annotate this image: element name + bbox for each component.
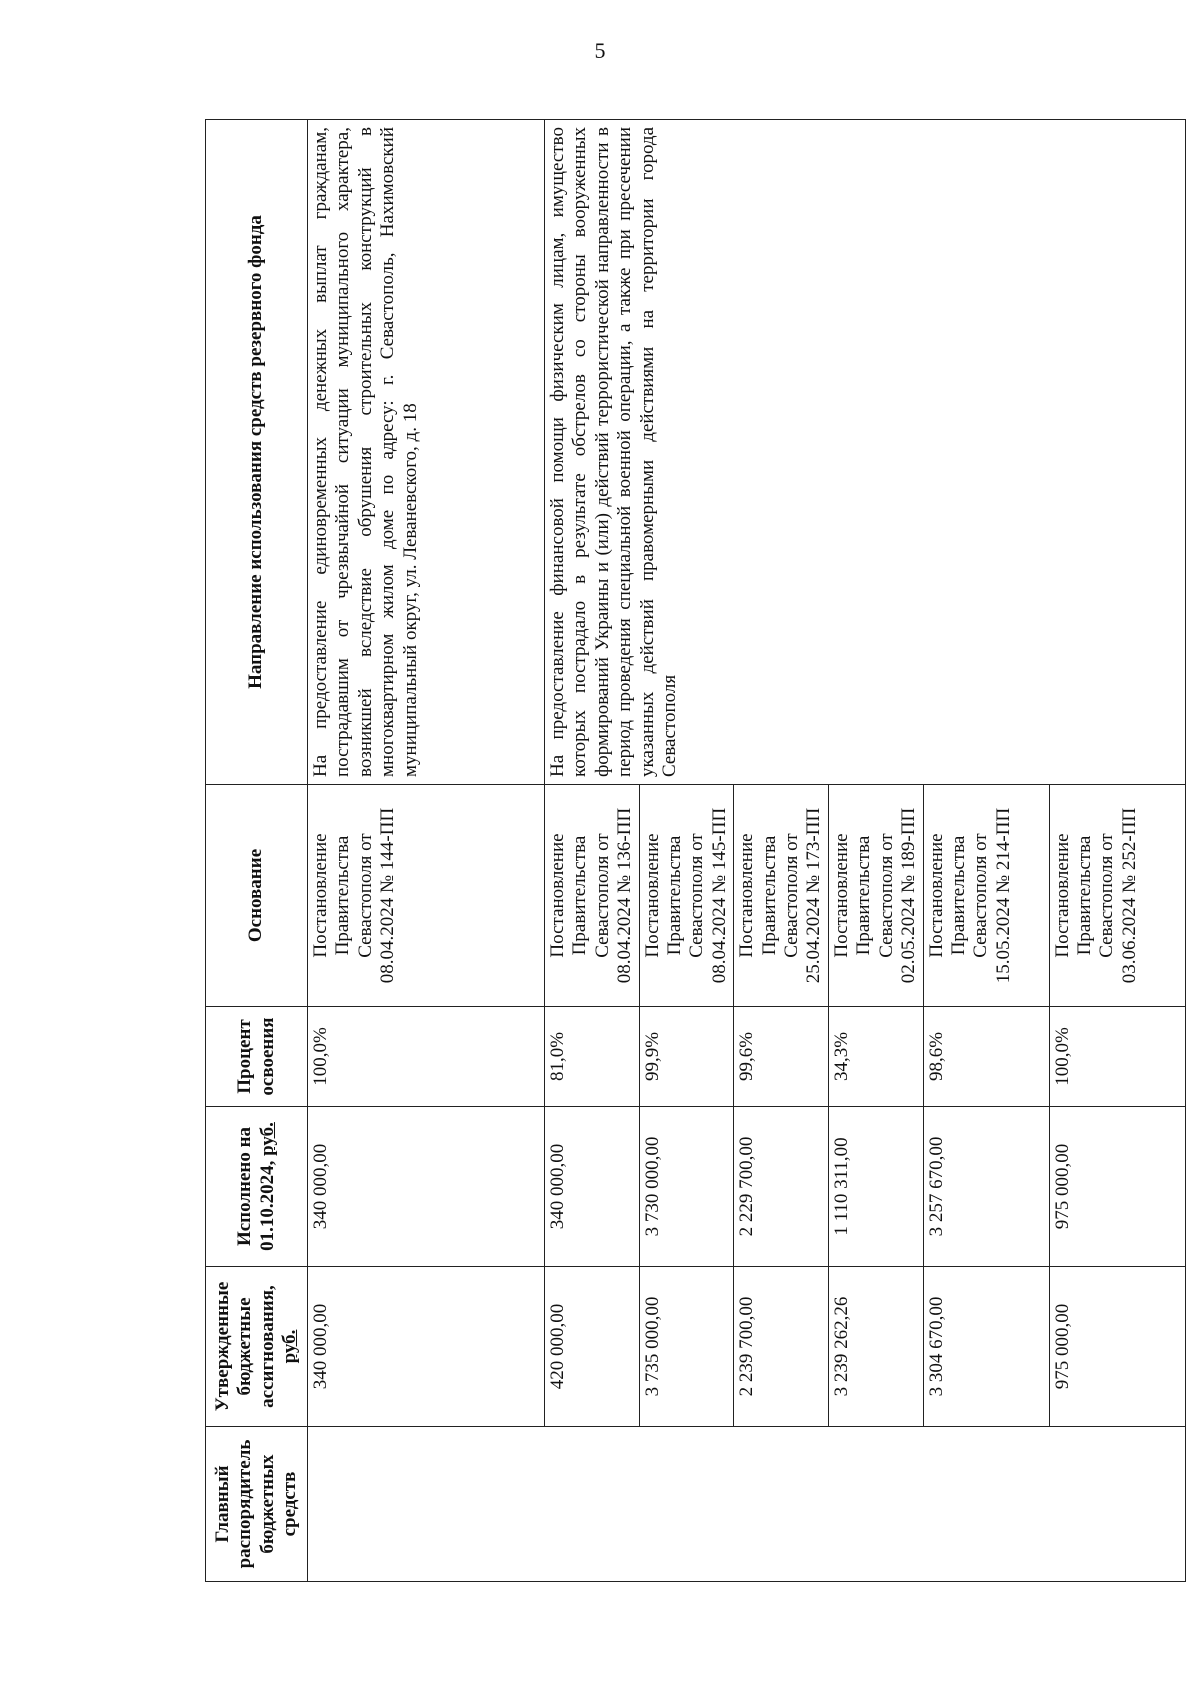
executed-cell: 975 000,00	[1049, 1107, 1185, 1267]
reserve-fund-table	[205, 119, 1186, 1582]
executed-cell: 3 730 000,00	[639, 1107, 734, 1267]
percent-cell: 100,0%	[308, 1007, 545, 1107]
basis-cell: Постановление Правительства Севастополя от 25.04.2024 № 173-ПП	[734, 785, 829, 1007]
executed-cell: 3 257 670,00	[923, 1107, 1049, 1267]
approved-cell: 3 239 262,26	[828, 1267, 923, 1427]
distributor-cell	[308, 1427, 1186, 1582]
header-approved	[206, 1267, 308, 1427]
approved-cell: 2 239 700,00	[734, 1267, 829, 1427]
basis-cell: Постановление Правительства Севастополя от 08.04.2024 № 144-ПП	[308, 785, 545, 1007]
percent-cell: 100,0%	[1049, 1007, 1185, 1107]
executed-cell: 1 110 311,00	[828, 1107, 923, 1267]
percent-cell: 98,6%	[923, 1007, 1049, 1107]
executed-cell: 2 229 700,00	[734, 1107, 829, 1267]
header-executed	[206, 1107, 308, 1267]
header-executed-unit: руб.	[256, 1122, 278, 1156]
percent-cell: 34,3%	[828, 1007, 923, 1107]
percent-cell: 99,9%	[639, 1007, 734, 1107]
table-header-row	[206, 120, 308, 1582]
executed-cell: 340 000,00	[308, 1107, 545, 1267]
table-row	[308, 120, 545, 1582]
approved-cell: 340 000,00	[308, 1267, 545, 1427]
approved-cell: 975 000,00	[1049, 1267, 1185, 1427]
basis-cell: Постановление Правительства Севастополя от 03.06.2024 № 252-ПП	[1049, 785, 1185, 1007]
rotated-table-area	[205, 120, 1142, 1582]
header-executed-text: Исполнено на 01.10.2024,	[234, 1126, 278, 1251]
approved-cell: 3 735 000,00	[639, 1267, 734, 1427]
approved-cell: 420 000,00	[545, 1267, 640, 1427]
table-row	[545, 120, 640, 1582]
executed-cell: 340 000,00	[545, 1107, 640, 1267]
basis-cell: Постановление Правительства Севастополя от 08.04.2024 № 136-ПП	[545, 785, 640, 1007]
direction-cell: На предоставление финансовой помощи физическим лицам, имущество которых пострадало в результате обстрелов со стороны вооруженных формирований Украины и (или) действий террористической направленности в период проведения специальной военной операции, а также при пресечении указанных действий правомерными действиями на территории города Севастополя	[545, 120, 1186, 785]
approved-cell: 3 304 670,00	[923, 1267, 1049, 1427]
basis-cell: Постановление Правительства Севастополя от 08.04.2024 № 145-ПП	[639, 785, 734, 1007]
percent-cell: 81,0%	[545, 1007, 640, 1107]
basis-cell: Постановление Правительства Севастополя от 15.05.2024 № 214-ПП	[923, 785, 1049, 1007]
header-basis: Основание	[206, 785, 308, 1007]
header-approved-text: Утвержденные бюджетные ассигнования,	[211, 1281, 278, 1412]
header-direction: Направление использования средств резервного фонда	[206, 120, 308, 785]
percent-cell: 99,6%	[734, 1007, 829, 1107]
table-stage	[205, 120, 1142, 1582]
header-distributor: Главный распорядитель бюджетных средств	[206, 1427, 308, 1582]
basis-cell: Постановление Правительства Севастополя от 02.05.2024 № 189-ПП	[828, 785, 923, 1007]
direction-cell: На предоставление единовременных денежных выплат гражданам, пострадавшим от чрезвычайной ситуации муниципального характера, возникшей вследствие обрушения строительных конструкций в многоквартирном жилом доме по адресу: г. Севастополь, Нахимовский муниципальный округ, ул. Леваневского, д. 18	[308, 120, 545, 785]
header-approved-unit: руб.	[278, 1329, 300, 1364]
page-number: 5	[594, 38, 606, 63]
header-percent: Процент освоения	[206, 1007, 308, 1107]
